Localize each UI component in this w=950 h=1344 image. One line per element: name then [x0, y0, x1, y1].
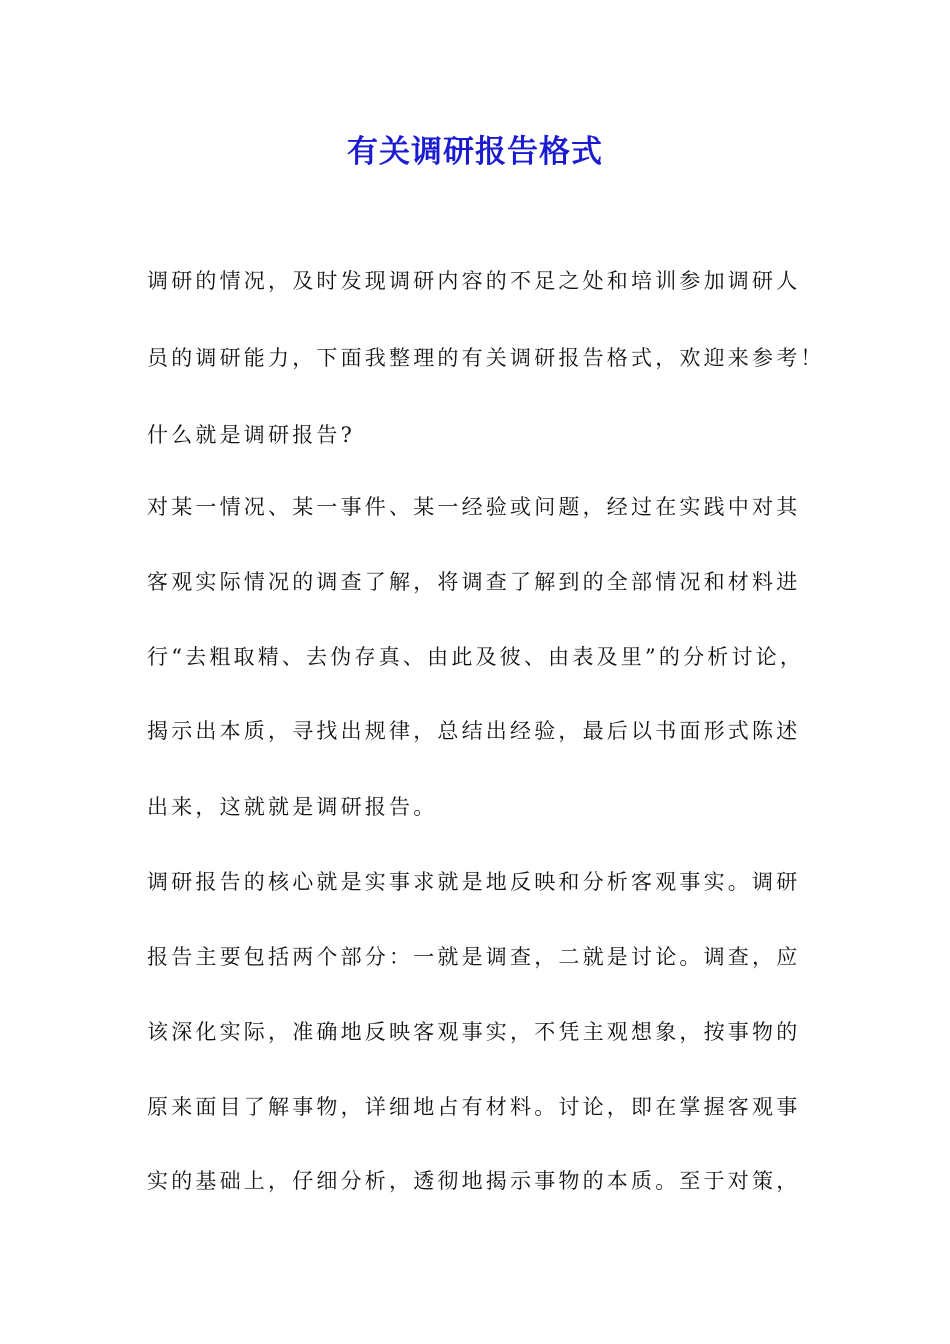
- body-line: 揭示出本质，寻找出规律，总结出经验，最后以书面形式陈述: [147, 719, 801, 743]
- body-line: 对某一情况、某一事件、某一经验或问题，经过在实践中对其: [147, 495, 801, 519]
- document-title: 有关调研报告格式: [347, 134, 603, 170]
- body-line: 调研的情况，及时发现调研内容的不足之处和培训参加调研人: [147, 269, 801, 293]
- body-line: 什么就是调研报告?: [147, 423, 356, 447]
- body-line: 原来面目了解事物，详细地占有材料。讨论，即在掌握客观事: [147, 1095, 801, 1119]
- body-line: 报告主要包括两个部分：一就是调查，二就是讨论。调查，应: [147, 945, 801, 969]
- body-line: 调研报告的核心就是实事求就是地反映和分析客观事实。调研: [147, 870, 801, 894]
- body-line: 行“去粗取精、去伪存真、由此及彼、由表及里”的分析讨论，: [147, 645, 805, 669]
- body-line: 客观实际情况的调查了解，将调查了解到的全部情况和材料进: [147, 570, 801, 594]
- body-line: 该深化实际，准确地反映客观事实，不凭主观想象，按事物的: [147, 1020, 801, 1044]
- body-line: 出来，这就就是调研报告。: [147, 795, 438, 819]
- body-line: 员的调研能力，下面我整理的有关调研报告格式，欢迎来参考！: [147, 346, 825, 370]
- body-line: 实的基础上，仔细分析，透彻地揭示事物的本质。至于对策，: [147, 1169, 801, 1193]
